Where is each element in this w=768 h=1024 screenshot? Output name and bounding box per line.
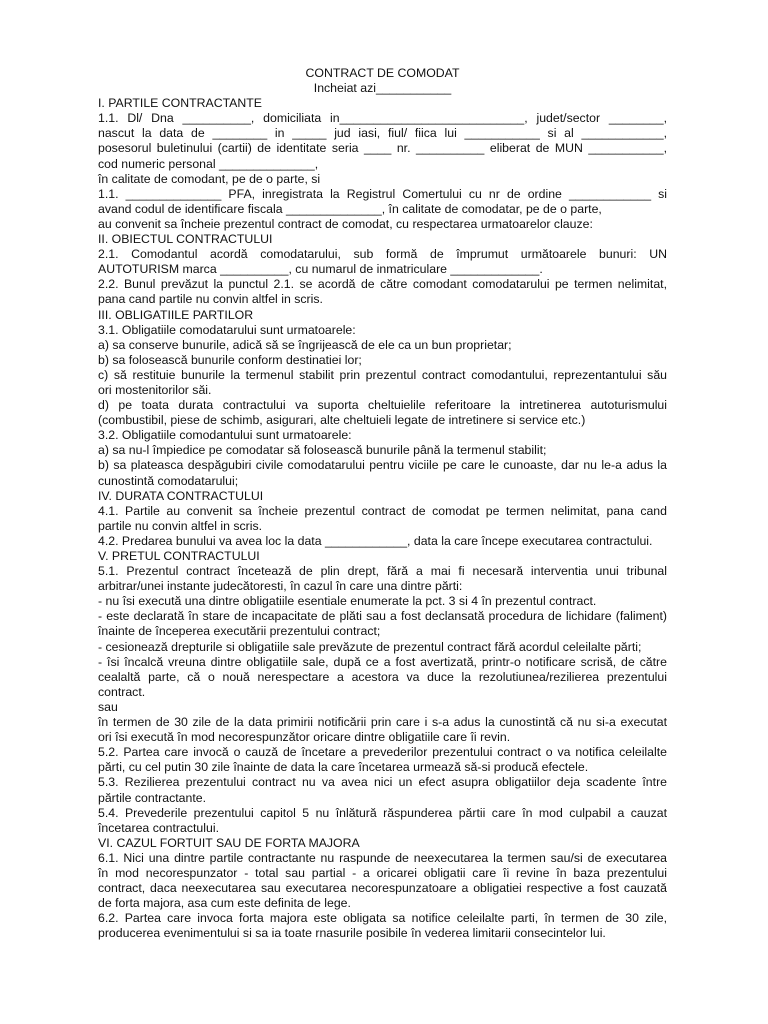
document-line: în termen de 30 zile de la data primirii notificării prin care i s-a adus la cunostintă că nu si-a executat: [98, 715, 667, 730]
document-line: a) sa conserve bunurile, adică să se îngrijească de ele ca un bun proprietar;: [98, 337, 512, 352]
document-line: în mod necorespunzator - total sau partial - a oricarei obligatii care îi revine în baza prezentului: [98, 865, 667, 880]
document-line: b) sa plateasca despăgubiri civile comodatarului pentru viciile pe care le cunoaste, dar nu le-a adus la: [98, 458, 667, 473]
document-line: ori mostenitorilor săi.: [98, 382, 212, 397]
document-line: au convenit sa încheie prezentul contract de comodat, cu respectarea urmatoarelor clauze:: [98, 216, 593, 231]
document-line: contract.: [98, 684, 146, 699]
document-line: 3.2. Obligatiile comodantului sunt urmatoarele:: [98, 428, 352, 443]
document-line: încetarea contractului.: [98, 820, 219, 835]
document-line: a) sa nu-l împiedice pe comodatar să folosească bunurile până la termenul stabilit;: [98, 443, 547, 458]
document-line: 1.1. ______________ PFA, inregistrata la Registrul Comertului cu nr de ordine ____________ si: [98, 186, 667, 201]
document-line: AUTOTURISM marca __________, cu numarul de inmatriculare _____________.: [98, 262, 543, 277]
document-line: înainte de începerea executării prezentului contract;: [98, 624, 381, 639]
document-line: 5.1. Prezentul contract încetează de plin drept, fără a mai fi necesară interventia unui tribunal: [98, 564, 667, 579]
document-line: d) pe toata durata contractului va suporta cheltuielile referitoare la intretinerea autoturismului: [98, 398, 667, 413]
document-line: 2.2. Bunul prevăzut la punctul 2.1. se acordă de către comodant comodatarului pe termen nelimitat,: [98, 277, 667, 292]
document-line: avand codul de identificare fiscala ______________, în calitate de comodatar, pe de o parte,: [98, 201, 602, 216]
document-line: 3.1. Obligatiile comodatarului sunt urmatoarele:: [98, 322, 356, 337]
document-line: 1.1. Dl/ Dna __________, domiciliata in___________________________, judet/sector ________,: [98, 111, 667, 126]
document-line: în calitate de comodant, pe de o parte, si: [98, 171, 321, 186]
document-line: II. OBIECTUL CONTRACTULUI: [98, 232, 273, 247]
document-line: partile nu convin altfel in scris.: [98, 518, 263, 533]
document-line: - cesionează drepturile si obligatiile sale prevăzute de prezentul contract fără acordul celeilalte părti;: [98, 639, 642, 654]
document-line: V. PRETUL CONTRACTULUI: [98, 549, 260, 563]
document-line: - nu îsi execută una dintre obligatiile esentiale enumerate la pct. 3 si 4 în prezentul contract.: [98, 594, 597, 609]
document-line: părti, cu cel putin 30 zile înainte de data la care încetarea urmează să-si producă efectele.: [98, 760, 589, 775]
document-line: pana cand partile nu convin altfel in scris.: [98, 292, 323, 307]
document-line: 5.2. Partea care invocă o cauză de încetare a prevederilor prezentului contract o va notifica celeilalte: [98, 745, 667, 760]
document-title: CONTRACT DE COMODAT: [305, 66, 460, 80]
document-line: cunostintă comodatarului;: [98, 473, 239, 488]
document-line: 2.1. Comodantul acordă comodatarului, sub formă de împrumut următoarele bunuri: UN: [98, 247, 667, 262]
document-line: părtile contractante.: [98, 790, 207, 805]
document-line: nascut la data de ________ in _____ jud iasi, fiul/ fiica lui ___________ si al ____________,: [98, 126, 667, 141]
document-line: c) să restituie bunurile la termenul stabilit prin prezentul contract comodantului, reprezentantului său: [98, 367, 667, 382]
document-line: - este declarată în stare de incapacitate de plăti sau a fost declansată procedura de lichidare (faliment): [98, 609, 667, 624]
document-line: I. PARTILE CONTRACTANTE: [98, 96, 262, 111]
document-line: posesorul buletinului (cartii) de identitate seria ____ nr. __________ eliberat de MUN ___________,: [98, 141, 667, 156]
document-line: 4.2. Predarea bunului va avea loc la data ____________, data la care începe executarea contractului.: [98, 533, 653, 548]
document-line: 6.2. Partea care invoca forta majora este obligata sa notifice celeilalte parti, în termen de 30 zile,: [98, 911, 667, 926]
document-line: 4.1. Partile au convenit sa încheie prezentul contract de comodat pe termen nelimitat, pana cand: [98, 503, 667, 518]
document-line: arbitrar/unei instante judecătoresti, în cazul în care una dintre părti:: [98, 579, 463, 594]
document-line: IV. DURATA CONTRACTULUI: [98, 488, 264, 503]
document-line: (combustibil, piese de schimb, asigurari, alte cheltuieli legate de intretinere si service etc.): [98, 413, 586, 428]
document-line: 5.3. Rezilierea prezentului contract nu va avea nici un efect asupra obligatiilor deja scadente între: [98, 775, 667, 790]
document-subtitle: Incheiat azi___________: [313, 81, 452, 96]
document-line: sau: [98, 699, 118, 714]
document-line: de forta majora, asa cum este definita de lege.: [98, 896, 351, 911]
document-line: cod numeric personal ______________,: [98, 156, 319, 171]
document-line: ori îsi execută în mod necorespunzător oricare dintre obligatiile care îi revin.: [98, 730, 511, 745]
document-line: 5.4. Prevederile prezentului capitol 5 nu înlătură răspunderea părtii care în mod culpabil a cauzat: [98, 805, 667, 820]
document-line: producerea evenimentului si sa ia toate rnasurile posibile în vederea limitarii consecintelor lui.: [98, 926, 606, 941]
document-line: contract, daca neexecutarea sau executarea necorespunzatoare a obligatiei respective a fost cauzată: [98, 881, 667, 896]
document-line: - îsi încalcă vreuna dintre obligatiile sale, după ce a fost avertizată, printr-o notificare scrisă, de către: [98, 654, 667, 669]
document-line: 6.1. Nici una dintre partile contractante nu raspunde de neexecutarea la termen sau/si de executarea: [98, 850, 667, 865]
document-line: VI. CAZUL FORTUIT SAU DE FORTA MAJORA: [98, 835, 360, 850]
document-body: [98, 96, 667, 941]
contract-document: [98, 66, 667, 941]
document-line: b) sa folosească bunurile conform destinatiei lor;: [98, 352, 362, 367]
document-line: cealaltă parte, că o nouă nerespectare a acestora va duce la rezolutiunea/rezilierea prezentului: [98, 669, 667, 684]
document-line: III. OBLIGATIILE PARTILOR: [98, 307, 254, 322]
